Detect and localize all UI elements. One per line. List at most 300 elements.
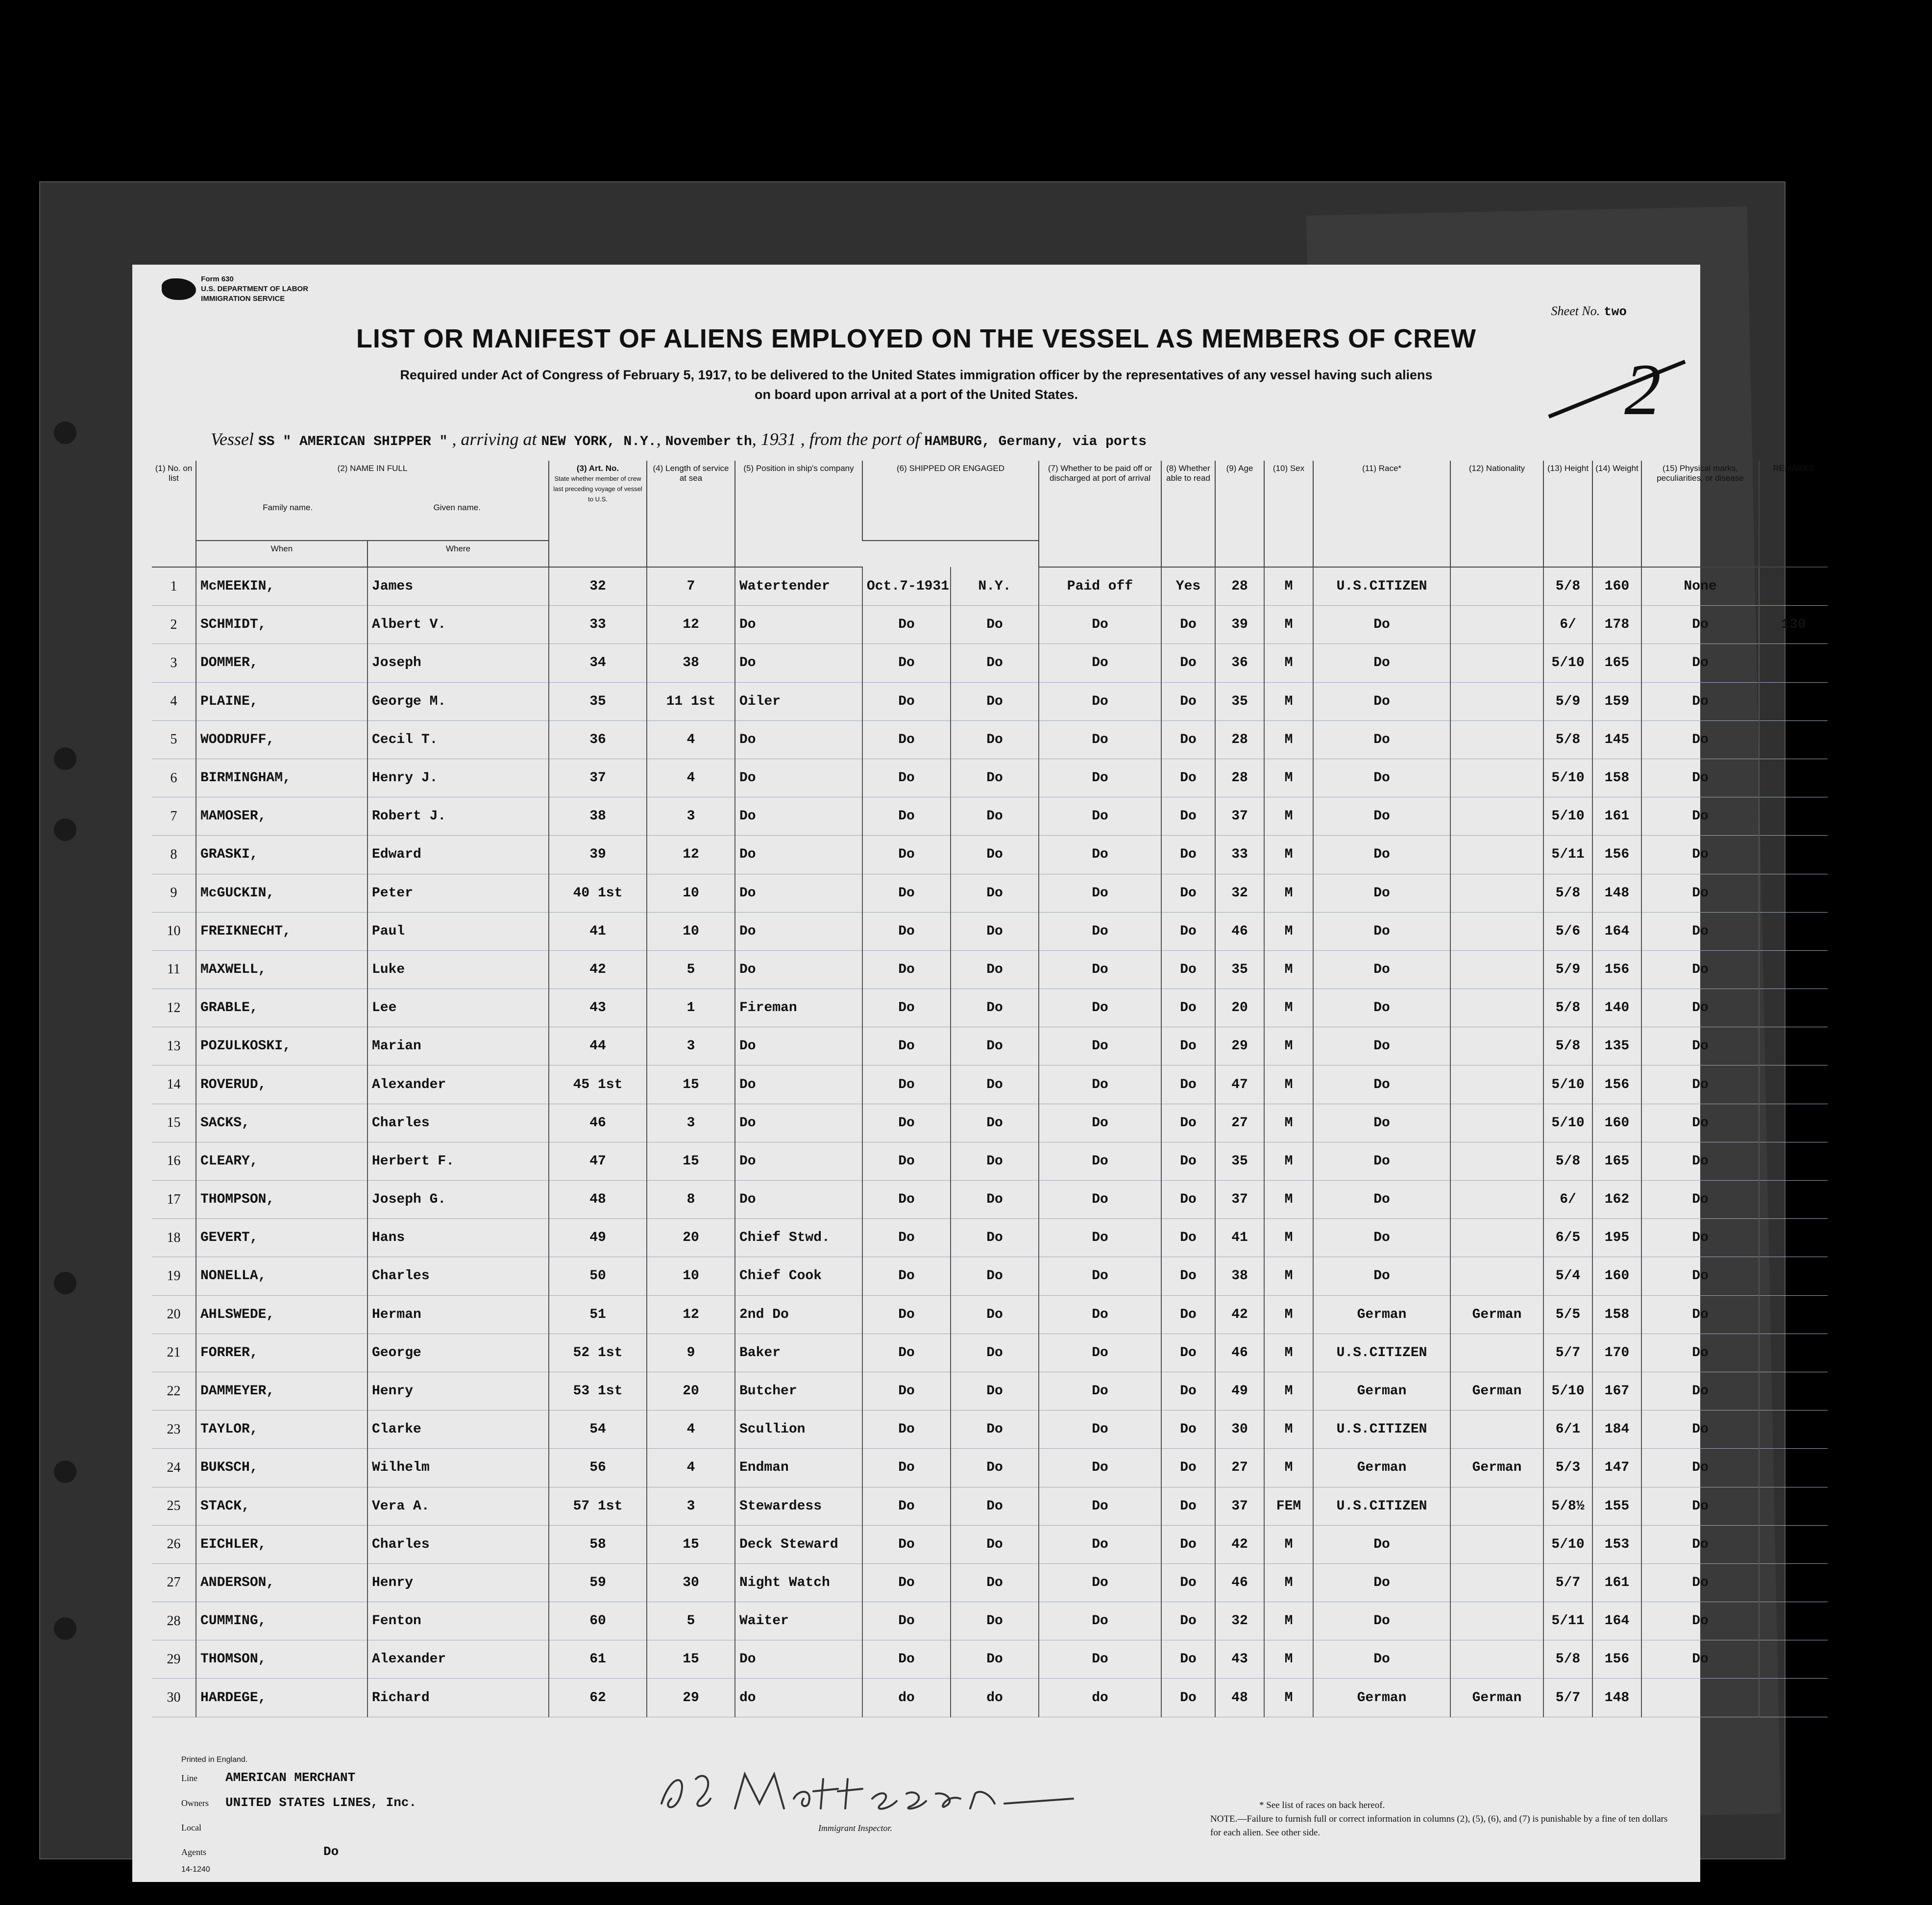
cell-nat: German bbox=[1450, 1372, 1543, 1410]
cell-art: 49 bbox=[549, 1219, 647, 1257]
cell-marks: Do bbox=[1641, 1525, 1759, 1563]
cell-art: 54 bbox=[549, 1410, 647, 1449]
cell-when: Do bbox=[862, 1027, 951, 1065]
cell-paid: Do bbox=[1039, 1449, 1161, 1487]
cell-height: 5/7 bbox=[1543, 1679, 1592, 1717]
vessel-label: Vessel bbox=[211, 429, 254, 449]
art-note: State whether member of crew last preceding voyage of vessel to U.S. bbox=[553, 475, 642, 503]
cell-height: 5/10 bbox=[1543, 797, 1592, 836]
cell-remark bbox=[1759, 1410, 1828, 1449]
cell-age: 42 bbox=[1215, 1525, 1264, 1563]
cell-weight: 156 bbox=[1592, 1065, 1641, 1104]
cell-paid: Do bbox=[1039, 874, 1161, 912]
cell-height: 5/10 bbox=[1543, 759, 1592, 797]
cell-race: Do bbox=[1313, 797, 1450, 836]
col-header-where: Where bbox=[367, 541, 549, 567]
cell-paid: Do bbox=[1039, 682, 1161, 720]
cell-height: 5/8 bbox=[1543, 1027, 1592, 1065]
cell-read: Do bbox=[1161, 912, 1215, 950]
table-row bbox=[152, 1065, 1828, 1104]
cell-remark bbox=[1759, 1449, 1828, 1487]
subtitle-line-2: on board upon arrival at a port of the United States. bbox=[754, 387, 1078, 402]
cell-height: 5/8 bbox=[1543, 1640, 1592, 1679]
cell-no: 29 bbox=[152, 1640, 196, 1679]
cell-race: U.S.CITIZEN bbox=[1313, 1334, 1450, 1372]
cell-service: 29 bbox=[647, 1679, 735, 1717]
cell-age: 39 bbox=[1215, 606, 1264, 644]
cell-age: 37 bbox=[1215, 797, 1264, 836]
cell-when: Do bbox=[862, 1372, 951, 1410]
cell-weight: 159 bbox=[1592, 682, 1641, 720]
cell-weight: 156 bbox=[1592, 1640, 1641, 1679]
cell-age: 46 bbox=[1215, 912, 1264, 950]
cell-age: 46 bbox=[1215, 1334, 1264, 1372]
cell-service: 4 bbox=[647, 1410, 735, 1449]
table-row bbox=[152, 1525, 1828, 1563]
cell-position: Do bbox=[735, 950, 862, 989]
cell-no: 23 bbox=[152, 1410, 196, 1449]
cell-marks: Do bbox=[1641, 1372, 1759, 1410]
cell-art: 40 1st bbox=[549, 874, 647, 912]
cell-where: Do bbox=[951, 1602, 1039, 1640]
table-row bbox=[152, 606, 1828, 644]
cell-remark bbox=[1759, 1640, 1828, 1679]
cell-sex: M bbox=[1264, 759, 1313, 797]
cell-service: 12 bbox=[647, 606, 735, 644]
cell-read: Do bbox=[1161, 1410, 1215, 1449]
cell-position: Do bbox=[735, 1640, 862, 1679]
cell-weight: 147 bbox=[1592, 1449, 1641, 1487]
cell-family: DAMMEYER, bbox=[196, 1372, 367, 1410]
cell-art: 45 1st bbox=[549, 1065, 647, 1104]
cell-nat bbox=[1450, 759, 1543, 797]
cell-nat bbox=[1450, 836, 1543, 874]
cell-age: 38 bbox=[1215, 1257, 1264, 1295]
cell-position: Do bbox=[735, 759, 862, 797]
cell-position: Do bbox=[735, 720, 862, 759]
cell-given: Luke bbox=[367, 950, 549, 989]
cell-marks: Do bbox=[1641, 1219, 1759, 1257]
cell-read: Do bbox=[1161, 1219, 1215, 1257]
cell-when: Do bbox=[862, 1449, 951, 1487]
cell-no: 3 bbox=[152, 644, 196, 682]
table-row bbox=[152, 1449, 1828, 1487]
cell-when: Do bbox=[862, 1334, 951, 1372]
cell-remark bbox=[1759, 1334, 1828, 1372]
cell-sex: M bbox=[1264, 1334, 1313, 1372]
cell-race: German bbox=[1313, 1679, 1450, 1717]
table-row bbox=[152, 759, 1828, 797]
cell-race: Do bbox=[1313, 1525, 1450, 1563]
cell-race: Do bbox=[1313, 1640, 1450, 1679]
cell-weight: 156 bbox=[1592, 950, 1641, 989]
cell-height: 6/1 bbox=[1543, 1410, 1592, 1449]
cell-sex: M bbox=[1264, 1065, 1313, 1104]
col-header-nationality: (12) Nationality bbox=[1450, 461, 1543, 567]
cell-where: Do bbox=[951, 912, 1039, 950]
cell-race: German bbox=[1313, 1295, 1450, 1334]
cell-service: 5 bbox=[647, 1602, 735, 1640]
cell-remark bbox=[1759, 720, 1828, 759]
punch-hole bbox=[54, 747, 76, 770]
cell-family: DOMMER, bbox=[196, 644, 367, 682]
cell-when: do bbox=[862, 1679, 951, 1717]
cell-sex: M bbox=[1264, 1257, 1313, 1295]
cell-art: 60 bbox=[549, 1602, 647, 1640]
cell-weight: 148 bbox=[1592, 1679, 1641, 1717]
table-row bbox=[152, 797, 1828, 836]
cell-remark bbox=[1759, 1295, 1828, 1334]
cell-read: Do bbox=[1161, 1487, 1215, 1525]
cell-art: 62 bbox=[549, 1679, 647, 1717]
cell-nat bbox=[1450, 720, 1543, 759]
cell-where: Do bbox=[951, 759, 1039, 797]
cell-given: Henry bbox=[367, 1563, 549, 1602]
cell-height: 5/7 bbox=[1543, 1334, 1592, 1372]
sheet-number bbox=[1551, 304, 1627, 319]
cell-where: Do bbox=[951, 1525, 1039, 1563]
arrival-port: NEW YORK, N.Y. bbox=[541, 434, 657, 449]
cell-when: Do bbox=[862, 1295, 951, 1334]
table-row bbox=[152, 567, 1828, 606]
cell-when: Do bbox=[862, 1181, 951, 1219]
vessel-name: SS " AMERICAN SHIPPER " bbox=[258, 434, 448, 449]
cell-sex: M bbox=[1264, 644, 1313, 682]
cell-paid: Paid off bbox=[1039, 567, 1161, 606]
cell-art: 51 bbox=[549, 1295, 647, 1334]
cell-position: Chief Stwd. bbox=[735, 1219, 862, 1257]
cell-nat bbox=[1450, 1065, 1543, 1104]
cell-weight: 195 bbox=[1592, 1219, 1641, 1257]
cell-family: HARDEGE, bbox=[196, 1679, 367, 1717]
cell-sex: M bbox=[1264, 1142, 1313, 1180]
cell-height: 5/4 bbox=[1543, 1257, 1592, 1295]
cell-remark bbox=[1759, 1679, 1828, 1717]
col-header-when: When bbox=[196, 541, 367, 567]
cell-marks: Do bbox=[1641, 1334, 1759, 1372]
cell-weight: 156 bbox=[1592, 836, 1641, 874]
cell-marks: Do bbox=[1641, 1257, 1759, 1295]
cell-paid: Do bbox=[1039, 1219, 1161, 1257]
cell-nat bbox=[1450, 1410, 1543, 1449]
cell-where: N.Y. bbox=[951, 567, 1039, 606]
cell-no: 18 bbox=[152, 1219, 196, 1257]
cell-paid: Do bbox=[1039, 1257, 1161, 1295]
owners-label: Owners bbox=[181, 1798, 209, 1808]
cell-given: Henry bbox=[367, 1372, 549, 1410]
cell-service: 4 bbox=[647, 720, 735, 759]
cell-sex: M bbox=[1264, 1679, 1313, 1717]
table-row bbox=[152, 1181, 1828, 1219]
cell-given: Lee bbox=[367, 989, 549, 1027]
cell-position: Stewardess bbox=[735, 1487, 862, 1525]
cell-age: 28 bbox=[1215, 759, 1264, 797]
cell-given: Vera A. bbox=[367, 1487, 549, 1525]
cell-position: Do bbox=[735, 797, 862, 836]
cell-weight: 170 bbox=[1592, 1334, 1641, 1372]
table-row bbox=[152, 1334, 1828, 1372]
cell-age: 43 bbox=[1215, 1640, 1264, 1679]
cell-age: 32 bbox=[1215, 874, 1264, 912]
cell-family: MAMOSER, bbox=[196, 797, 367, 836]
cell-weight: 140 bbox=[1592, 989, 1641, 1027]
cell-position: Do bbox=[735, 912, 862, 950]
cell-race: Do bbox=[1313, 912, 1450, 950]
table-row bbox=[152, 1640, 1828, 1679]
cell-remark bbox=[1759, 1181, 1828, 1219]
cell-family: CLEARY, bbox=[196, 1142, 367, 1180]
cell-nat: German bbox=[1450, 1295, 1543, 1334]
cell-paid: Do bbox=[1039, 1295, 1161, 1334]
crew-manifest-table bbox=[152, 461, 1828, 1717]
cell-art: 57 1st bbox=[549, 1487, 647, 1525]
cell-position: do bbox=[735, 1679, 862, 1717]
cell-art: 43 bbox=[549, 989, 647, 1027]
cell-read: Do bbox=[1161, 1679, 1215, 1717]
col-header-height: (13) Height bbox=[1543, 461, 1592, 567]
cell-position: Butcher bbox=[735, 1372, 862, 1410]
cell-race: Do bbox=[1313, 1602, 1450, 1640]
cell-age: 32 bbox=[1215, 1602, 1264, 1640]
cell-weight: 161 bbox=[1592, 797, 1641, 836]
table-row bbox=[152, 989, 1828, 1027]
cell-sex: M bbox=[1264, 836, 1313, 874]
cell-weight: 167 bbox=[1592, 1372, 1641, 1410]
cell-sex: M bbox=[1264, 567, 1313, 606]
cell-sex: M bbox=[1264, 950, 1313, 989]
cell-remark bbox=[1759, 1487, 1828, 1525]
races-note: * See list of races on back hereof. bbox=[1259, 1800, 1385, 1810]
col-header-position: (5) Position in ship's company bbox=[735, 461, 862, 567]
cell-when: Do bbox=[862, 1640, 951, 1679]
cell-where: Do bbox=[951, 874, 1039, 912]
cell-where: Do bbox=[951, 1027, 1039, 1065]
cell-position: Watertender bbox=[735, 567, 862, 606]
cell-marks: Do bbox=[1641, 1181, 1759, 1219]
cell-where: Do bbox=[951, 1334, 1039, 1372]
cell-no: 2 bbox=[152, 606, 196, 644]
cell-given: Edward bbox=[367, 836, 549, 874]
cell-sex: FEM bbox=[1264, 1487, 1313, 1525]
cell-given: Herman bbox=[367, 1295, 549, 1334]
cell-when: Do bbox=[862, 682, 951, 720]
cell-weight: 165 bbox=[1592, 644, 1641, 682]
cell-sex: M bbox=[1264, 1449, 1313, 1487]
cell-marks: Do bbox=[1641, 1640, 1759, 1679]
cell-given: George M. bbox=[367, 682, 549, 720]
cell-sex: M bbox=[1264, 1640, 1313, 1679]
cell-service: 20 bbox=[647, 1219, 735, 1257]
sheet-value: two bbox=[1604, 304, 1627, 319]
cell-service: 15 bbox=[647, 1065, 735, 1104]
departure-port: HAMBURG, Germany, via ports bbox=[924, 434, 1147, 449]
cell-race: Do bbox=[1313, 1104, 1450, 1142]
table-row bbox=[152, 950, 1828, 989]
cell-when: Do bbox=[862, 1602, 951, 1640]
cell-marks: Do bbox=[1641, 836, 1759, 874]
cell-height: 5/11 bbox=[1543, 836, 1592, 874]
cell-service: 5 bbox=[647, 950, 735, 989]
cell-no: 4 bbox=[152, 682, 196, 720]
table-row bbox=[152, 1104, 1828, 1142]
cell-sex: M bbox=[1264, 989, 1313, 1027]
cell-no: 15 bbox=[152, 1104, 196, 1142]
cell-nat bbox=[1450, 912, 1543, 950]
cell-sex: M bbox=[1264, 1295, 1313, 1334]
cell-when: Do bbox=[862, 759, 951, 797]
cell-art: 33 bbox=[549, 606, 647, 644]
cell-height: 5/3 bbox=[1543, 1449, 1592, 1487]
cell-when: Do bbox=[862, 644, 951, 682]
cell-read: Do bbox=[1161, 1181, 1215, 1219]
cell-nat bbox=[1450, 1181, 1543, 1219]
cell-height: 5/5 bbox=[1543, 1295, 1592, 1334]
cell-nat bbox=[1450, 682, 1543, 720]
punch-hole bbox=[54, 1272, 76, 1294]
cell-weight: 184 bbox=[1592, 1410, 1641, 1449]
cell-art: 37 bbox=[549, 759, 647, 797]
cell-where: Do bbox=[951, 1142, 1039, 1180]
cell-family: NONELLA, bbox=[196, 1257, 367, 1295]
cell-read: Do bbox=[1161, 989, 1215, 1027]
cell-read: Do bbox=[1161, 1525, 1215, 1563]
cell-height: 6/ bbox=[1543, 1181, 1592, 1219]
col-header-name bbox=[196, 461, 549, 541]
col-header-no: (1) No. on list bbox=[152, 461, 196, 567]
cell-no: 14 bbox=[152, 1065, 196, 1104]
cell-weight: 164 bbox=[1592, 1602, 1641, 1640]
cell-sex: M bbox=[1264, 1219, 1313, 1257]
cell-paid: Do bbox=[1039, 1525, 1161, 1563]
cell-read: Do bbox=[1161, 1065, 1215, 1104]
table-row bbox=[152, 836, 1828, 874]
cell-where: Do bbox=[951, 950, 1039, 989]
cell-age: 29 bbox=[1215, 1027, 1264, 1065]
cell-position: Do bbox=[735, 874, 862, 912]
table-row bbox=[152, 912, 1828, 950]
cell-art: 32 bbox=[549, 567, 647, 606]
cell-paid: Do bbox=[1039, 644, 1161, 682]
cell-where: Do bbox=[951, 644, 1039, 682]
footer-notes bbox=[1210, 1799, 1671, 1840]
cell-marks: Do bbox=[1641, 1602, 1759, 1640]
cell-service: 1 bbox=[647, 989, 735, 1027]
cell-sex: M bbox=[1264, 1372, 1313, 1410]
cell-marks: Do bbox=[1641, 874, 1759, 912]
cell-weight: 158 bbox=[1592, 759, 1641, 797]
cell-weight: 164 bbox=[1592, 912, 1641, 950]
cell-age: 20 bbox=[1215, 989, 1264, 1027]
cell-age: 27 bbox=[1215, 1104, 1264, 1142]
cell-art: 38 bbox=[549, 797, 647, 836]
cell-marks: Do bbox=[1641, 720, 1759, 759]
cell-nat bbox=[1450, 1602, 1543, 1640]
cell-given: Clarke bbox=[367, 1410, 549, 1449]
cell-family: SCHMIDT, bbox=[196, 606, 367, 644]
cell-paid: Do bbox=[1039, 1142, 1161, 1180]
table-row bbox=[152, 682, 1828, 720]
cell-height: 5/7 bbox=[1543, 1563, 1592, 1602]
cell-nat bbox=[1450, 1334, 1543, 1372]
cell-remark bbox=[1759, 836, 1828, 874]
cell-paid: Do bbox=[1039, 720, 1161, 759]
cell-where: Do bbox=[951, 1104, 1039, 1142]
cell-weight: 145 bbox=[1592, 720, 1641, 759]
cell-given: Joseph bbox=[367, 644, 549, 682]
cell-when: Do bbox=[862, 1257, 951, 1295]
cell-age: 41 bbox=[1215, 1219, 1264, 1257]
cell-read: Do bbox=[1161, 1295, 1215, 1334]
cell-given: Wilhelm bbox=[367, 1449, 549, 1487]
cell-position: Oiler bbox=[735, 682, 862, 720]
cell-no: 7 bbox=[152, 797, 196, 836]
cell-position: Do bbox=[735, 644, 862, 682]
cell-sex: M bbox=[1264, 606, 1313, 644]
cell-race: Do bbox=[1313, 682, 1450, 720]
signature-text: J.G. Matteson bbox=[652, 1764, 655, 1765]
cell-marks: Do bbox=[1641, 1104, 1759, 1142]
cell-where: Do bbox=[951, 1563, 1039, 1602]
cell-position: Do bbox=[735, 1142, 862, 1180]
form-header bbox=[162, 274, 308, 304]
table-row bbox=[152, 1679, 1828, 1717]
table-row bbox=[152, 1602, 1828, 1640]
cell-weight: 135 bbox=[1592, 1027, 1641, 1065]
cell-family: McMEEKIN, bbox=[196, 567, 367, 606]
printed-note: Printed in England. bbox=[181, 1756, 248, 1764]
cell-marks: Do bbox=[1641, 1027, 1759, 1065]
cell-service: 7 bbox=[647, 567, 735, 606]
cell-position: Baker bbox=[735, 1334, 862, 1372]
cell-family: GRASKI, bbox=[196, 836, 367, 874]
cell-marks: Do bbox=[1641, 1487, 1759, 1525]
cell-family: THOMSON, bbox=[196, 1640, 367, 1679]
cell-weight: 162 bbox=[1592, 1181, 1641, 1219]
arrival-month: November bbox=[665, 434, 732, 449]
cell-sex: M bbox=[1264, 1525, 1313, 1563]
cell-age: 36 bbox=[1215, 644, 1264, 682]
cell-read: Do bbox=[1161, 1563, 1215, 1602]
cell-race: Do bbox=[1313, 1065, 1450, 1104]
cell-height: 6/ bbox=[1543, 606, 1592, 644]
cell-where: Do bbox=[951, 1065, 1039, 1104]
manifest-page bbox=[132, 265, 1814, 1882]
sheet-label: Sheet No. bbox=[1551, 304, 1600, 318]
cell-when: Do bbox=[862, 1410, 951, 1449]
cell-where: Do bbox=[951, 606, 1039, 644]
cell-remark bbox=[1759, 567, 1828, 606]
cell-marks: Do bbox=[1641, 606, 1759, 644]
cell-family: ANDERSON, bbox=[196, 1563, 367, 1602]
cell-read: Do bbox=[1161, 1027, 1215, 1065]
cell-nat bbox=[1450, 1142, 1543, 1180]
cell-height: 6/5 bbox=[1543, 1219, 1592, 1257]
cell-read: Do bbox=[1161, 644, 1215, 682]
vessel-line: Vessel SS " AMERICAN SHIPPER " , arriving at NEW YORK, N.Y., November th, 1931 , from the port of HAMBURG, Germany, via ports bbox=[211, 429, 1147, 449]
cell-paid: Do bbox=[1039, 1065, 1161, 1104]
cell-where: Do bbox=[951, 836, 1039, 874]
cell-remark bbox=[1759, 682, 1828, 720]
cell-position: Waiter bbox=[735, 1602, 862, 1640]
cell-sex: M bbox=[1264, 1410, 1313, 1449]
cell-height: 5/9 bbox=[1543, 682, 1592, 720]
cell-art: 61 bbox=[549, 1640, 647, 1679]
cell-service: 10 bbox=[647, 912, 735, 950]
cell-service: 15 bbox=[647, 1640, 735, 1679]
handwritten-number: 2 bbox=[1624, 349, 1661, 430]
cell-service: 4 bbox=[647, 1449, 735, 1487]
name-header: (2) NAME IN FULL bbox=[337, 464, 408, 473]
